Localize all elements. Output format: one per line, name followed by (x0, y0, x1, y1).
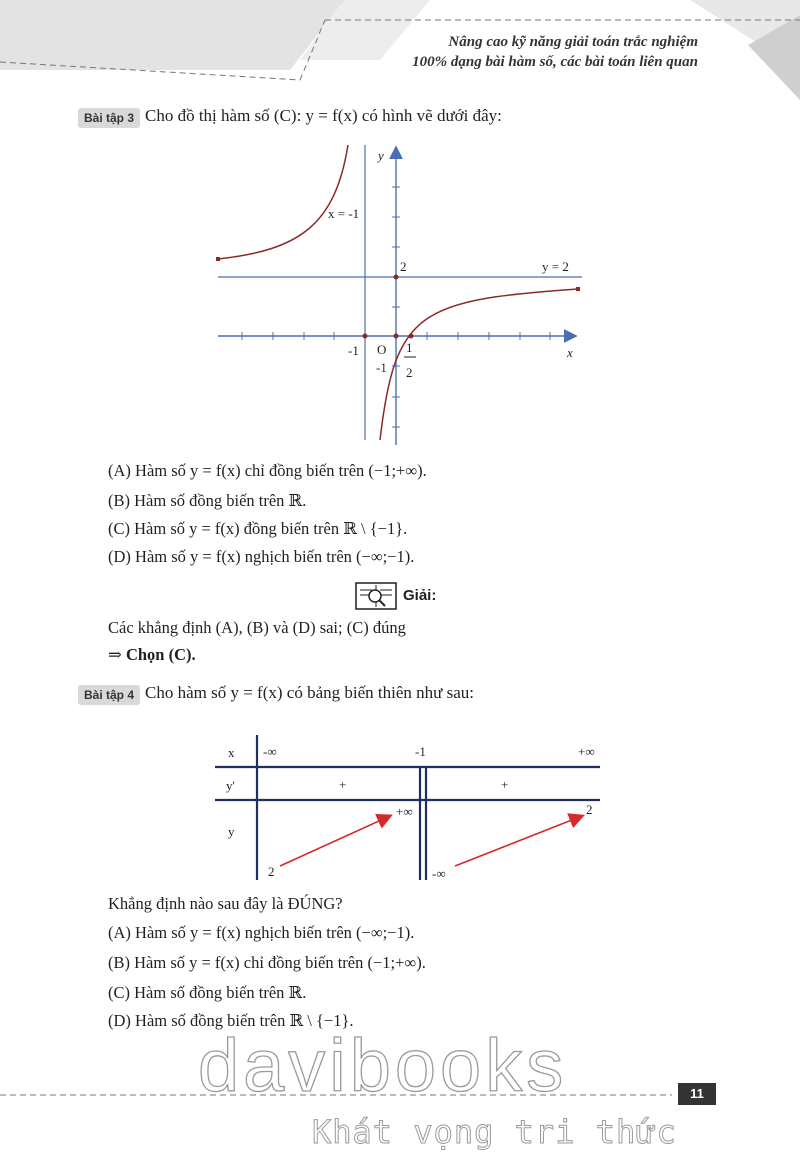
ex3-option-b: (B) Hàm số đồng biến trên ℝ. (108, 491, 307, 510)
answer-bold: Chọn (125, 645, 165, 664)
variation-table (210, 730, 610, 885)
x-pos-inf: +∞ (578, 744, 595, 759)
ex4-prompt: Khẳng định nào sau đây là ĐÚNG? (108, 894, 343, 913)
half-num: 1 (406, 340, 413, 355)
book-magnifier-icon (355, 582, 397, 610)
row-yp-label: y' (226, 778, 235, 793)
x-neg-inf: -∞ (263, 744, 277, 759)
ex3-option-c: (C) Hàm số y = f(x) đồng biến trên ℝ \ {−1}. (108, 519, 408, 538)
y-neg1-label: -1 (376, 360, 387, 375)
implies-arrow: ⇒ (108, 645, 122, 664)
ex4-option-b: (B) Hàm số y = f(x) chỉ đồng biến trên (−1;+∞). (108, 953, 426, 972)
brand-watermark: davibooks (198, 1024, 568, 1107)
y-left-end: +∞ (396, 804, 413, 819)
slogan-watermark: Khát vọng tri thức (312, 1113, 677, 1151)
half-den: 2 (406, 365, 413, 380)
arrow-increase-left (280, 816, 390, 866)
header-line-2: 100% dạng bài hàm số, các bài toán liên quan (412, 54, 698, 70)
x-neg1: -1 (415, 744, 426, 759)
ex4-option-d: (D) Hàm số đồng biến trên ℝ \ {−1}. (108, 1011, 354, 1030)
y-axis-label: y (378, 148, 384, 163)
curve-left-branch (218, 145, 348, 259)
asymptote-h-label: y = 2 (542, 259, 569, 274)
y-right-start: -∞ (432, 866, 446, 881)
ex3-option-d: (D) Hàm số y = f(x) nghịch biến trên (−∞;−1). (108, 547, 415, 566)
sign-right: + (501, 777, 509, 792)
row-y-label: y (228, 824, 235, 839)
ex4-option-a: (A) Hàm số y = f(x) nghịch biến trên (−∞;−1). (108, 923, 415, 942)
ex4-badge: Bài tập 4 (78, 685, 140, 705)
page-number: 11 (678, 1083, 716, 1105)
solution-text: Các khẳng định (A), (B) và (D) sai; (C) đúng (108, 618, 406, 637)
asymptote-v-label: x = -1 (328, 206, 360, 221)
y-two-label: 2 (400, 259, 407, 274)
ex4-question: Cho hàm số y = f(x) có bảng biến thiên như sau: (145, 683, 474, 702)
ex3-option-a: (A) Hàm số y = f(x) chỉ đồng biến trên (−1;+∞). (108, 461, 427, 480)
arrow-increase-right (455, 816, 582, 866)
y-right-end: 2 (586, 802, 593, 817)
solution-answer (108, 645, 196, 665)
x-axis-label: x (567, 345, 573, 360)
origin-label: O (377, 342, 387, 357)
y-left-start: 2 (268, 864, 275, 879)
x-neg1-label: -1 (348, 343, 359, 358)
ex3-question: Cho đồ thị hàm số (C): y = f(x) có hình vẽ dưới đây: (145, 106, 502, 125)
answer-rest: (C). (168, 645, 196, 664)
ex4-option-c: (C) Hàm số đồng biến trên ℝ. (108, 983, 307, 1002)
ex3-graph (210, 140, 600, 445)
row-x-label: x (228, 745, 235, 760)
sign-left: + (339, 777, 347, 792)
header-line-1: Nâng cao kỹ năng giải toán trắc nghiệm (448, 34, 698, 50)
ex3-badge: Bài tập 3 (78, 108, 140, 128)
solution-label: Giải: (403, 587, 437, 604)
